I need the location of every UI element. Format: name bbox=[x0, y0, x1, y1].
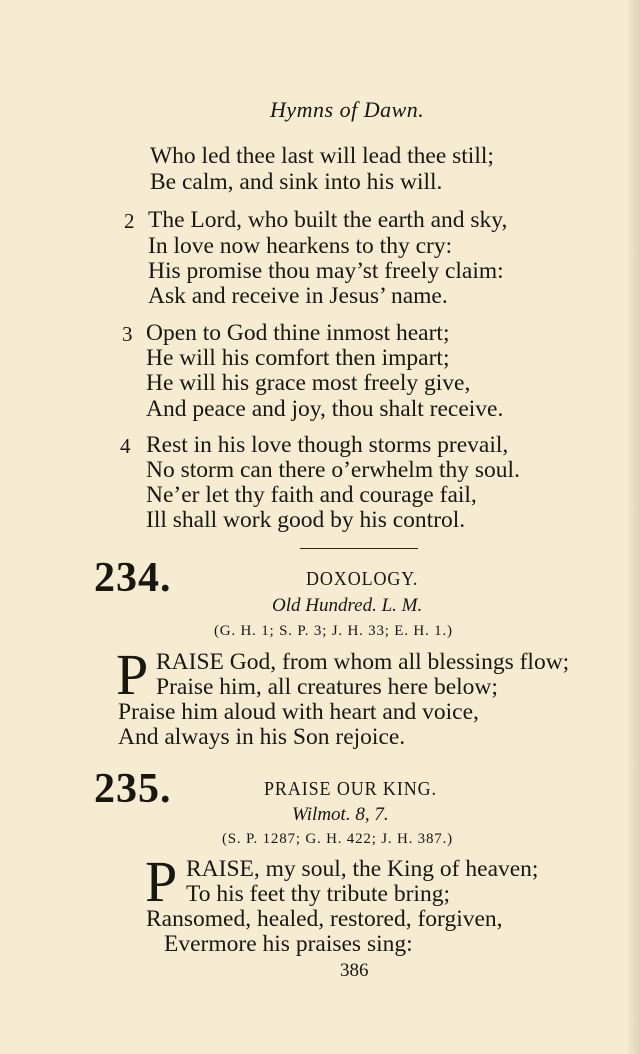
verse-line: And peace and joy, thou shalt receive. bbox=[146, 396, 504, 422]
hymn-references: (S. P. 1287; G. H. 422; J. H. 387.) bbox=[222, 831, 453, 847]
verse-line: The Lord, who built the earth and sky, bbox=[148, 207, 508, 233]
verse-line: Rest in his love though storms prevail, bbox=[146, 432, 509, 458]
verse-line: No storm can there o’erwhelm thy soul. bbox=[146, 457, 520, 483]
verse-number: 4 bbox=[120, 434, 131, 458]
hymn-line: RAISE God, from whom all blessings flow; bbox=[156, 649, 570, 675]
hymn-line: Evermore his praises sing: bbox=[164, 931, 413, 957]
section-divider bbox=[300, 548, 418, 549]
verse-number: 3 bbox=[122, 322, 133, 346]
verse-line: Ne’er let thy faith and courage fail, bbox=[146, 482, 477, 508]
opening-line-1: Who led thee last will lead thee still; bbox=[150, 143, 494, 169]
page-number: 386 bbox=[340, 960, 369, 981]
hymn-line: And always in his Son rejoice. bbox=[118, 724, 406, 750]
verse-line: His promise thou may’st freely claim: bbox=[148, 258, 504, 284]
hymn-line: Ransomed, healed, restored, forgiven, bbox=[146, 906, 503, 932]
verse-line: Ill shall work good by his control. bbox=[146, 507, 466, 533]
drop-cap: P bbox=[145, 849, 178, 914]
hymn-line: RAISE, my soul, the King of heaven; bbox=[186, 856, 539, 882]
verse-line: In love now hearkens to thy cry: bbox=[148, 233, 453, 259]
hymn-line: Praise him aloud with heart and voice, bbox=[118, 699, 479, 725]
hymn-title: DOXOLOGY. bbox=[306, 568, 419, 590]
verse-line: He will his comfort then impart; bbox=[146, 345, 450, 371]
hymn-references: (G. H. 1; S. P. 3; J. H. 33; E. H. 1.) bbox=[214, 623, 453, 639]
page-edge-shadow bbox=[626, 0, 640, 1054]
drop-cap: P bbox=[116, 642, 149, 707]
tune-meter: Wilmot. 8, 7. bbox=[292, 804, 389, 825]
hymn-number: 235. bbox=[94, 766, 172, 812]
hymn-number: 234. bbox=[94, 555, 172, 601]
verse-line: Open to God thine inmost heart; bbox=[146, 320, 450, 346]
tune-meter: Old Hundred. L. M. bbox=[272, 595, 423, 616]
verse-line: He will his grace most freely give, bbox=[146, 370, 471, 396]
hymn-line: Praise him, all creatures here below; bbox=[156, 674, 498, 700]
hymn-line: To his feet thy tribute bring; bbox=[186, 881, 450, 907]
running-head: Hymns of Dawn. bbox=[270, 97, 425, 122]
verse-line: Ask and receive in Jesus’ name. bbox=[148, 283, 448, 309]
verse-number: 2 bbox=[124, 209, 135, 233]
hymn-title: PRAISE OUR KING. bbox=[264, 778, 437, 800]
opening-line-2: Be calm, and sink into his will. bbox=[150, 169, 443, 195]
